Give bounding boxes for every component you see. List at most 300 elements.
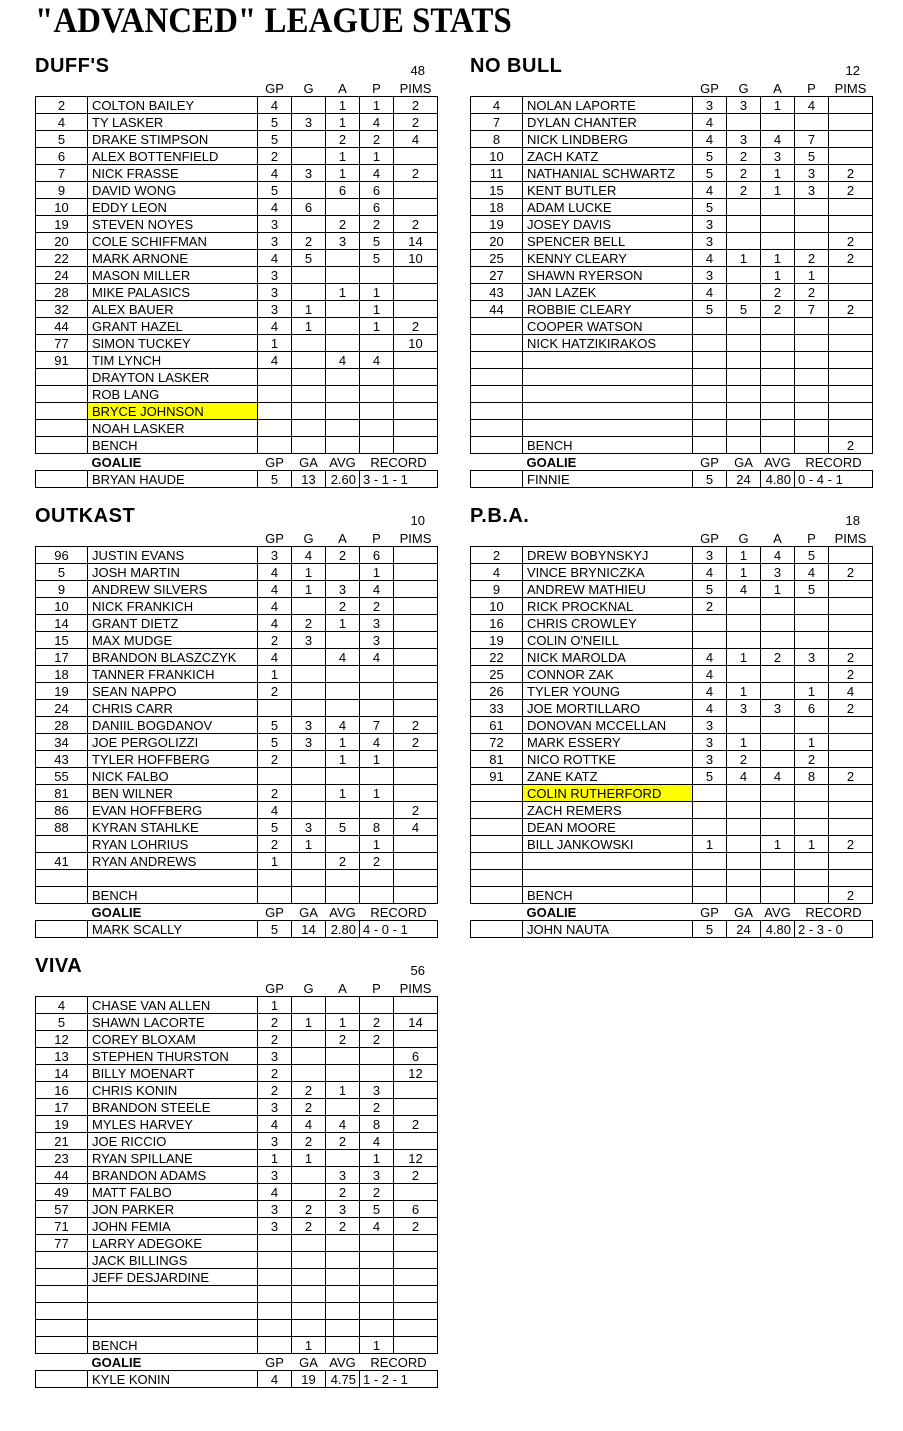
stat-cell — [360, 335, 394, 352]
stat-cell: 1 — [795, 836, 829, 853]
stat-cell: 2 — [292, 1082, 326, 1099]
player-number-cell: 9 — [471, 581, 523, 598]
goalie-label: GOALIE — [526, 904, 577, 920]
goalie-header-cell: RECORD — [370, 454, 427, 470]
player-number-cell — [471, 836, 523, 853]
stat-cell — [326, 997, 360, 1014]
stat-cell — [394, 1337, 438, 1354]
goalie-avg-cell: 2.80 — [326, 921, 360, 938]
stat-cell — [394, 1252, 438, 1269]
player-row — [36, 581, 438, 598]
team-name: NO BULL — [470, 55, 563, 77]
stat-cell — [292, 420, 326, 437]
stat-cell: 4 — [258, 97, 292, 114]
stat-header-cell: PIMS — [399, 80, 432, 96]
player-name-cell: SEAN NAPPO — [88, 683, 258, 700]
stat-cell — [761, 216, 795, 233]
stat-cell — [829, 598, 873, 615]
stat-cell — [693, 802, 727, 819]
stat-cell: 1 — [258, 335, 292, 352]
stat-cell: 4 — [693, 114, 727, 131]
stat-cell — [795, 369, 829, 386]
player-name-cell: BENCH — [88, 887, 258, 904]
stat-cell — [326, 386, 360, 403]
player-name-cell: RYAN SPILLANE — [88, 1150, 258, 1167]
stat-cell — [829, 216, 873, 233]
stat-cell: 6 — [360, 547, 394, 564]
player-name-cell: JAN LAZEK — [523, 284, 693, 301]
player-name-cell: SIMON TUCKEY — [88, 335, 258, 352]
player-row — [36, 598, 438, 615]
player-row — [471, 819, 873, 836]
player-number-cell: 86 — [36, 802, 88, 819]
stat-cell — [258, 1269, 292, 1286]
player-name-cell: MIKE PALASICS — [88, 284, 258, 301]
stat-cell: 4 — [258, 352, 292, 369]
goalie-header-cell: GP — [265, 904, 284, 920]
stat-cell — [326, 836, 360, 853]
player-row — [36, 632, 438, 649]
stat-cell: 1 — [360, 318, 394, 335]
player-name-cell: COOPER WATSON — [523, 318, 693, 335]
stat-cell — [795, 437, 829, 454]
player-name-cell: ALEX BAUER — [88, 301, 258, 318]
stat-cell: 3 — [360, 615, 394, 632]
stat-cell: 4 — [360, 352, 394, 369]
player-name-cell: DEAN MOORE — [523, 819, 693, 836]
stat-cell — [829, 148, 873, 165]
stat-cell: 4 — [258, 598, 292, 615]
stat-cell — [795, 318, 829, 335]
stat-cell: 5 — [727, 301, 761, 318]
stat-cell — [326, 1065, 360, 1082]
stat-cell — [761, 870, 795, 887]
stat-cell — [829, 870, 873, 887]
stat-cell: 10 — [394, 335, 438, 352]
team-name: DUFF'S — [35, 55, 110, 77]
player-row — [36, 1337, 438, 1354]
goalie-record-cell: 0 - 4 - 1 — [795, 471, 873, 488]
stat-cell — [292, 369, 326, 386]
goalie-avg-cell: 4.80 — [761, 471, 795, 488]
player-row — [36, 1099, 438, 1116]
player-row — [36, 1201, 438, 1218]
stat-cell — [829, 717, 873, 734]
player-number-cell: 9 — [36, 182, 88, 199]
stat-cell — [292, 1252, 326, 1269]
stat-cell — [795, 598, 829, 615]
player-name-cell: EVAN HOFFBERG — [88, 802, 258, 819]
stat-header-row — [471, 530, 873, 547]
stat-cell: 4 — [258, 1116, 292, 1133]
goalie-header-cell: GA — [734, 904, 753, 920]
stat-cell: 8 — [795, 768, 829, 785]
stat-cell: 1 — [727, 734, 761, 751]
player-row — [36, 437, 438, 454]
player-number-cell: 41 — [36, 853, 88, 870]
player-row — [36, 1048, 438, 1065]
player-name-cell: ANDREW SILVERS — [88, 581, 258, 598]
stat-cell: 3 — [326, 233, 360, 250]
player-number-cell: 10 — [36, 598, 88, 615]
stat-cell: 2 — [795, 284, 829, 301]
stat-cell: 2 — [326, 598, 360, 615]
goalie-number-cell — [36, 1371, 88, 1388]
stat-cell: 1 — [326, 1082, 360, 1099]
team-header — [35, 952, 437, 978]
player-name-cell: BENCH — [523, 887, 693, 904]
stat-cell: 2 — [292, 233, 326, 250]
stat-cell — [360, 1269, 394, 1286]
player-name-cell: MATT FALBO — [88, 1184, 258, 1201]
goalie-record-cell: 3 - 1 - 1 — [360, 471, 438, 488]
stat-cell: 2 — [258, 1065, 292, 1082]
stat-cell: 2 — [394, 717, 438, 734]
stat-cell — [761, 632, 795, 649]
stat-header-cell: G — [303, 530, 314, 546]
goalie-name-cell: JOHN NAUTA — [523, 921, 693, 938]
player-row — [471, 301, 873, 318]
goalie-gp-cell: 4 — [258, 1371, 292, 1388]
stat-cell: 2 — [292, 1133, 326, 1150]
stat-cell — [795, 352, 829, 369]
stat-cell — [727, 114, 761, 131]
stat-cell — [326, 267, 360, 284]
player-row — [36, 785, 438, 802]
player-number-cell: 11 — [471, 165, 523, 182]
stat-cell — [727, 352, 761, 369]
stat-cell: 5 — [360, 250, 394, 267]
stat-cell — [394, 1269, 438, 1286]
stat-cell: 2 — [394, 114, 438, 131]
player-number-cell — [471, 386, 523, 403]
stat-cell: 5 — [360, 233, 394, 250]
stat-cell: 5 — [292, 250, 326, 267]
player-name-cell: JACK BILLINGS — [88, 1252, 258, 1269]
player-row — [471, 836, 873, 853]
stat-cell — [829, 352, 873, 369]
stat-cell: 1 — [258, 997, 292, 1014]
stat-cell — [258, 403, 292, 420]
player-name-cell: NICK FRANKICH — [88, 598, 258, 615]
player-number-cell: 44 — [36, 318, 88, 335]
player-number-cell — [471, 318, 523, 335]
player-row — [36, 1286, 438, 1303]
stat-cell: 1 — [292, 581, 326, 598]
stat-cell — [761, 199, 795, 216]
stat-cell: 1 — [258, 1150, 292, 1167]
player-row — [36, 649, 438, 666]
stat-cell: 1 — [727, 250, 761, 267]
stat-cell: 4 — [829, 683, 873, 700]
player-row — [36, 1184, 438, 1201]
player-name-cell: TYLER HOFFBERG — [88, 751, 258, 768]
stat-cell: 1 — [326, 148, 360, 165]
player-row — [36, 1150, 438, 1167]
stat-header-cell: PIMS — [399, 980, 432, 996]
team-pims-total: 56 — [410, 963, 425, 978]
stat-cell: 2 — [326, 547, 360, 564]
goalie-header-cell: GA — [299, 1354, 318, 1370]
stat-cell — [326, 1252, 360, 1269]
player-row — [36, 403, 438, 420]
stat-cell — [258, 700, 292, 717]
stat-header-cell: GP — [700, 80, 719, 96]
stat-cell — [693, 318, 727, 335]
player-number-cell: 23 — [36, 1150, 88, 1167]
stat-cell: 4 — [394, 819, 438, 836]
player-row — [471, 785, 873, 802]
goalie-number-cell — [36, 471, 88, 488]
stat-cell — [727, 666, 761, 683]
stat-cell — [795, 420, 829, 437]
stat-header-cell: A — [773, 530, 782, 546]
stat-cell: 4 — [693, 649, 727, 666]
player-number-cell — [36, 1337, 88, 1354]
stat-cell: 8 — [360, 1116, 394, 1133]
stat-cell: 3 — [693, 216, 727, 233]
stat-cell: 5 — [326, 819, 360, 836]
stat-cell — [693, 403, 727, 420]
stat-cell: 1 — [326, 97, 360, 114]
player-number-cell: 72 — [471, 734, 523, 751]
stat-cell — [761, 853, 795, 870]
stat-cell: 3 — [761, 148, 795, 165]
stat-cell: 2 — [829, 233, 873, 250]
player-row — [471, 165, 873, 182]
player-name-cell: GRANT HAZEL — [88, 318, 258, 335]
stat-cell — [761, 751, 795, 768]
player-row — [36, 1218, 438, 1235]
stat-cell: 1 — [326, 751, 360, 768]
goalie-name-cell: KYLE KONIN — [88, 1371, 258, 1388]
stat-cell — [727, 785, 761, 802]
player-number-cell: 19 — [471, 216, 523, 233]
player-number-cell — [36, 437, 88, 454]
goalie-row — [36, 471, 438, 488]
stat-cell: 2 — [292, 1099, 326, 1116]
spacer-cell — [471, 454, 523, 471]
stat-cell — [795, 870, 829, 887]
player-number-cell — [36, 1252, 88, 1269]
stat-cell: 4 — [258, 581, 292, 598]
spacer-cell — [88, 530, 258, 547]
stat-cell — [761, 233, 795, 250]
player-row — [471, 768, 873, 785]
stat-cell — [258, 369, 292, 386]
stat-cell: 2 — [761, 649, 795, 666]
player-name-cell — [523, 853, 693, 870]
stat-cell — [292, 182, 326, 199]
player-number-cell — [471, 335, 523, 352]
stat-cell: 5 — [693, 148, 727, 165]
stat-cell: 3 — [326, 1201, 360, 1218]
stat-cell: 2 — [727, 148, 761, 165]
stat-header-cell: G — [738, 80, 749, 96]
player-name-cell: RYAN LOHRIUS — [88, 836, 258, 853]
stat-cell: 5 — [258, 717, 292, 734]
goalie-gp-cell: 5 — [693, 471, 727, 488]
stat-cell — [795, 233, 829, 250]
stat-cell — [394, 148, 438, 165]
goalie-header-cell: GP — [700, 454, 719, 470]
stat-cell — [829, 114, 873, 131]
player-name-cell — [523, 420, 693, 437]
stat-cell: 2 — [258, 785, 292, 802]
stat-cell — [795, 403, 829, 420]
stat-cell: 1 — [360, 301, 394, 318]
player-row — [471, 437, 873, 454]
player-name-cell: RYAN ANDREWS — [88, 853, 258, 870]
stat-cell — [292, 1031, 326, 1048]
stat-cell — [258, 1320, 292, 1337]
stat-header-cell: A — [338, 530, 347, 546]
stat-cell: 1 — [258, 853, 292, 870]
player-number-cell: 14 — [36, 615, 88, 632]
stat-cell: 4 — [258, 318, 292, 335]
stat-cell — [693, 632, 727, 649]
stat-cell — [258, 1286, 292, 1303]
stat-cell: 3 — [727, 131, 761, 148]
player-name-cell: CHRIS KONIN — [88, 1082, 258, 1099]
player-name-cell: ANDREW MATHIEU — [523, 581, 693, 598]
stat-cell — [292, 267, 326, 284]
stat-header-cell: P — [372, 530, 381, 546]
stat-cell: 4 — [693, 564, 727, 581]
player-number-cell: 2 — [36, 97, 88, 114]
stat-cell — [292, 97, 326, 114]
stat-cell — [795, 802, 829, 819]
stat-cell: 4 — [727, 768, 761, 785]
team-section — [470, 502, 872, 938]
team-header — [470, 502, 872, 528]
player-name-cell — [523, 870, 693, 887]
stat-cell: 6 — [326, 182, 360, 199]
player-number-cell: 10 — [471, 598, 523, 615]
stat-cell — [394, 420, 438, 437]
player-name-cell: ROB LANG — [88, 386, 258, 403]
stat-cell — [394, 564, 438, 581]
player-number-cell: 4 — [36, 114, 88, 131]
player-row — [36, 802, 438, 819]
player-name-cell: CHRIS CROWLEY — [523, 615, 693, 632]
player-row — [36, 1252, 438, 1269]
stat-cell: 1 — [326, 734, 360, 751]
player-row — [471, 148, 873, 165]
stat-cell — [360, 1286, 394, 1303]
player-row — [36, 386, 438, 403]
player-number-cell — [471, 403, 523, 420]
team-section — [470, 52, 872, 488]
player-number-cell — [36, 403, 88, 420]
player-name-cell — [523, 352, 693, 369]
goalie-record-cell: 4 - 0 - 1 — [360, 921, 438, 938]
player-name-cell — [88, 870, 258, 887]
stat-header-cell: PIMS — [834, 80, 867, 96]
stat-cell: 2 — [829, 182, 873, 199]
stat-cell: 2 — [258, 1031, 292, 1048]
stat-cell: 4 — [795, 564, 829, 581]
player-row — [471, 114, 873, 131]
stat-cell — [394, 836, 438, 853]
player-row — [36, 284, 438, 301]
stat-cell: 2 — [292, 615, 326, 632]
player-name-cell: MASON MILLER — [88, 267, 258, 284]
stat-cell — [727, 819, 761, 836]
stat-cell: 3 — [795, 165, 829, 182]
stat-cell: 2 — [795, 250, 829, 267]
stat-cell: 2 — [258, 836, 292, 853]
stat-cell — [292, 870, 326, 887]
player-number-cell: 77 — [36, 1235, 88, 1252]
stat-cell: 1 — [360, 751, 394, 768]
stat-cell — [292, 598, 326, 615]
player-number-cell: 16 — [471, 615, 523, 632]
stat-cell — [761, 403, 795, 420]
stat-cell — [326, 700, 360, 717]
player-number-cell: 19 — [36, 683, 88, 700]
player-number-cell — [471, 819, 523, 836]
stat-cell: 4 — [360, 581, 394, 598]
stat-cell — [258, 420, 292, 437]
team-header — [35, 52, 437, 78]
stat-cell — [761, 887, 795, 904]
goalie-header-row — [471, 904, 873, 921]
stat-cell: 3 — [360, 632, 394, 649]
stat-cell — [292, 386, 326, 403]
player-name-cell: KYRAN STAHLKE — [88, 819, 258, 836]
player-row — [36, 352, 438, 369]
goalie-header-cell: AVG — [764, 454, 791, 470]
stat-cell: 1 — [727, 683, 761, 700]
stat-cell: 3 — [258, 301, 292, 318]
player-row — [471, 717, 873, 734]
stat-cell: 4 — [292, 547, 326, 564]
player-row — [36, 301, 438, 318]
stat-cell — [693, 887, 727, 904]
stat-cell: 12 — [394, 1065, 438, 1082]
stat-cell: 4 — [693, 250, 727, 267]
stat-cell: 2 — [394, 216, 438, 233]
stat-cell: 3 — [292, 165, 326, 182]
goalie-header-cell: GP — [700, 904, 719, 920]
stat-cell — [360, 683, 394, 700]
stat-cell — [727, 615, 761, 632]
player-number-cell: 55 — [36, 768, 88, 785]
stat-cell — [258, 1303, 292, 1320]
player-name-cell: CONNOR ZAK — [523, 666, 693, 683]
stat-cell: 4 — [761, 768, 795, 785]
stat-cell — [693, 437, 727, 454]
stat-cell: 2 — [326, 1184, 360, 1201]
stat-cell — [394, 352, 438, 369]
stat-cell: 2 — [326, 853, 360, 870]
stat-cell — [292, 649, 326, 666]
stat-cell — [292, 751, 326, 768]
stat-cell — [326, 1303, 360, 1320]
stat-cell — [795, 386, 829, 403]
goalie-row — [471, 471, 873, 488]
player-name-cell: BILLY MOENART — [88, 1065, 258, 1082]
stat-cell: 4 — [761, 547, 795, 564]
stat-cell: 6 — [360, 199, 394, 216]
stat-cell — [727, 267, 761, 284]
player-number-cell: 5 — [36, 131, 88, 148]
stat-cell: 4 — [292, 1116, 326, 1133]
goalie-header-row — [36, 1354, 438, 1371]
stat-cell: 2 — [258, 751, 292, 768]
player-number-cell: 2 — [471, 547, 523, 564]
